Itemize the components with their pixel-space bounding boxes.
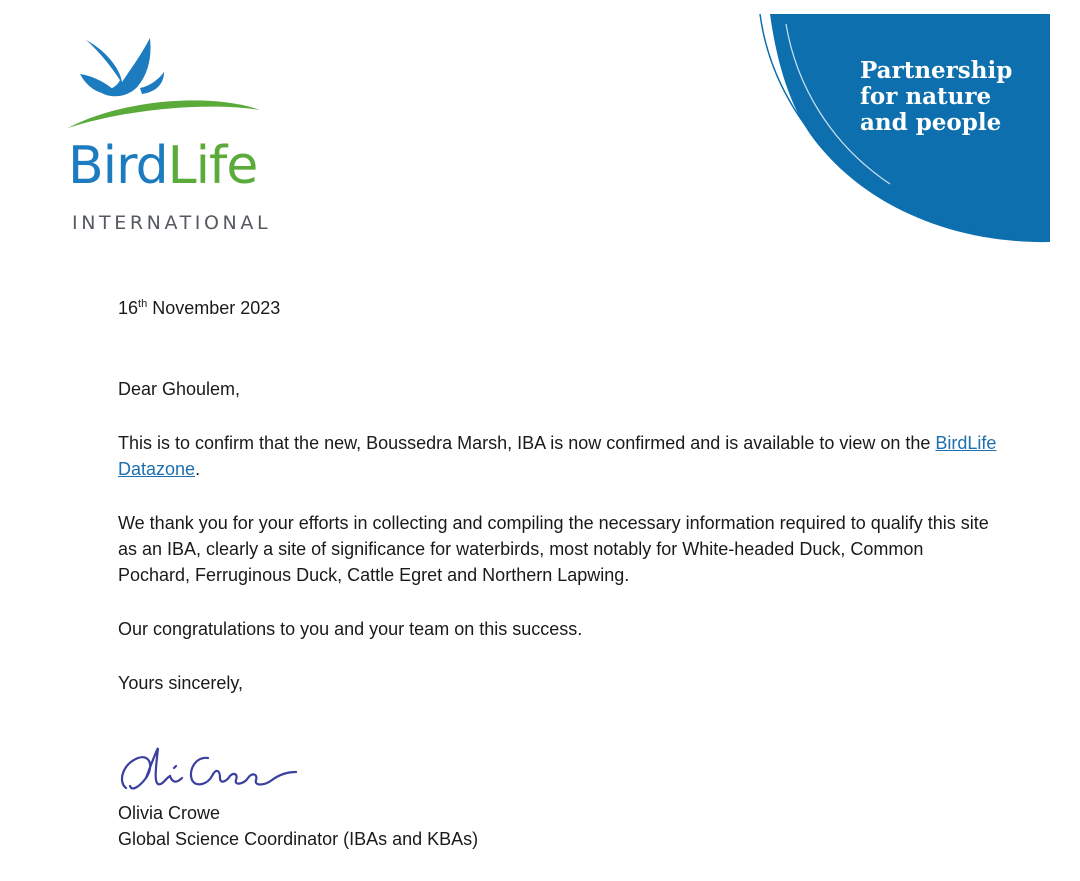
signer-name: Olivia Crowe <box>118 803 221 823</box>
thanks-paragraph: We thank you for your efforts in collecting and compiling the necessary information required to qualify this site as an IBA, clearly a site of significance for waterbirds, most notably for White-headed Duck, Common Pochard, Ferruginous Duck, Cattle Egret and Northern Lapwing. <box>118 513 989 585</box>
tagline-banner <box>750 14 1050 244</box>
logo-wordmark <box>68 136 258 196</box>
confirmation-text: This is to confirm that the new, Boussedra Marsh, IBA is now confirmed and is available to view on the <box>118 433 936 453</box>
logo-word-life: Life <box>167 136 258 196</box>
confirmation-period: . <box>195 459 201 479</box>
logo-subtitle: INTERNATIONAL <box>72 212 272 234</box>
letter-date <box>118 295 280 321</box>
birdlife-logo <box>60 30 320 234</box>
congratulations-paragraph: Our congratulations to you and your team on this success. <box>118 619 583 639</box>
date-day: 16 <box>118 298 139 318</box>
bird-icon <box>60 30 320 150</box>
datazone-link[interactable]: BirdLife Datazone <box>118 433 997 479</box>
tagline-line-2: for nature <box>860 83 992 110</box>
confirmation-paragraph <box>118 430 998 482</box>
signer-title: Global Science Coordinator (IBAs and KBAs) <box>118 829 479 849</box>
salutation: Dear Ghoulem, <box>118 379 241 399</box>
tagline-text <box>860 58 1040 136</box>
tagline-line-3: and people <box>860 109 1002 136</box>
tagline-line-1: Partnership <box>860 57 1013 84</box>
logo-word-bird: Bird <box>68 136 168 196</box>
closing-line: Yours sincerely, <box>118 673 244 693</box>
date-suffix: th <box>138 298 148 310</box>
date-month-year: November 2023 <box>147 298 281 318</box>
handwritten-signature <box>112 742 302 804</box>
